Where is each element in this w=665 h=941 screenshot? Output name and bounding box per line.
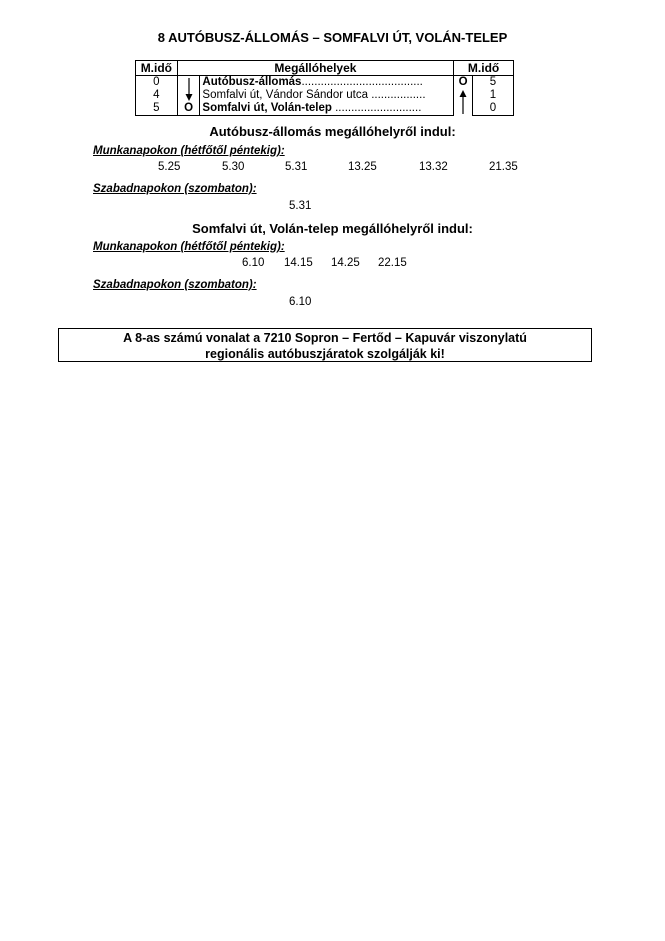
right-time-cell: 5	[473, 76, 514, 90]
left-time-cell: 5	[136, 102, 178, 116]
service-note-line2: regionális autóbuszjáratok szolgálják ki!	[205, 347, 445, 361]
section1-saturday-label: Szabadnapokon (szombaton):	[93, 183, 257, 195]
left-time-cell: 4	[136, 89, 178, 102]
terminus-mark: O	[177, 102, 200, 116]
service-note-line1: A 8-as számú vonalat a 7210 Sopron – Fertőd – Kapuvár viszonylatú	[123, 331, 527, 345]
leader-dots: ...........................	[331, 102, 422, 114]
table-header	[136, 61, 514, 76]
section2-saturday-label: Szabadnapokon (szombaton):	[93, 279, 257, 291]
departure-time: 5.25	[158, 161, 181, 173]
stop-name: Somfalvi út, Vándor Sándor utca	[202, 89, 368, 101]
departure-time: 14.25	[331, 257, 360, 269]
down-arrow-icon	[177, 76, 200, 103]
section1-weekday-times	[0, 161, 665, 175]
section2-weekday-times	[0, 257, 665, 271]
stops-table	[135, 60, 514, 116]
stop-name: Autóbusz-állomás	[202, 76, 302, 88]
section1-saturday-times	[0, 200, 665, 214]
section2-saturday-times	[0, 296, 665, 310]
departure-time: 6.10	[242, 257, 265, 269]
up-arrow-icon	[454, 89, 473, 116]
departure-time: 21.35	[489, 161, 518, 173]
right-time-header: M.idő	[454, 61, 514, 76]
section2-weekday-label: Munkanapokon (hétfőtől péntekig):	[93, 241, 285, 253]
section2-heading: Somfalvi út, Volán-telep megállóhelyről indul:	[192, 221, 473, 236]
departure-time: 6.10	[289, 296, 312, 308]
terminus-mark: O	[454, 76, 473, 90]
departure-time: 14.15	[284, 257, 313, 269]
section1-weekday-label: Munkanapokon (hétfőtől péntekig):	[93, 145, 285, 157]
stop-name-cell	[200, 89, 454, 102]
departure-time: 5.31	[289, 200, 312, 212]
stop-name: Somfalvi út, Volán-telep	[202, 102, 332, 114]
departure-time: 13.32	[419, 161, 448, 173]
departure-time: 5.30	[222, 161, 245, 173]
departure-time: 13.25	[348, 161, 377, 173]
section1-heading: Autóbusz-állomás megállóhelyről indul:	[209, 124, 456, 139]
leader-dots: .................	[368, 89, 426, 101]
stop-name-cell	[200, 102, 454, 116]
page-title: 8 AUTÓBUSZ-ÁLLOMÁS – SOMFALVI ÚT, VOLÁN-TELEP	[157, 30, 508, 45]
departure-time: 22.15	[378, 257, 407, 269]
leader-dots: ......................................	[301, 76, 423, 88]
stop-name-cell	[200, 76, 454, 90]
departure-time: 5.31	[285, 161, 308, 173]
left-time-cell: 0	[136, 76, 178, 90]
left-time-header: M.idő	[136, 61, 178, 76]
service-note-box	[58, 328, 592, 362]
stops-header: Megállóhelyek	[177, 61, 453, 76]
right-time-cell: 1	[473, 89, 514, 102]
table-row	[136, 76, 514, 90]
right-time-cell: 0	[473, 102, 514, 116]
